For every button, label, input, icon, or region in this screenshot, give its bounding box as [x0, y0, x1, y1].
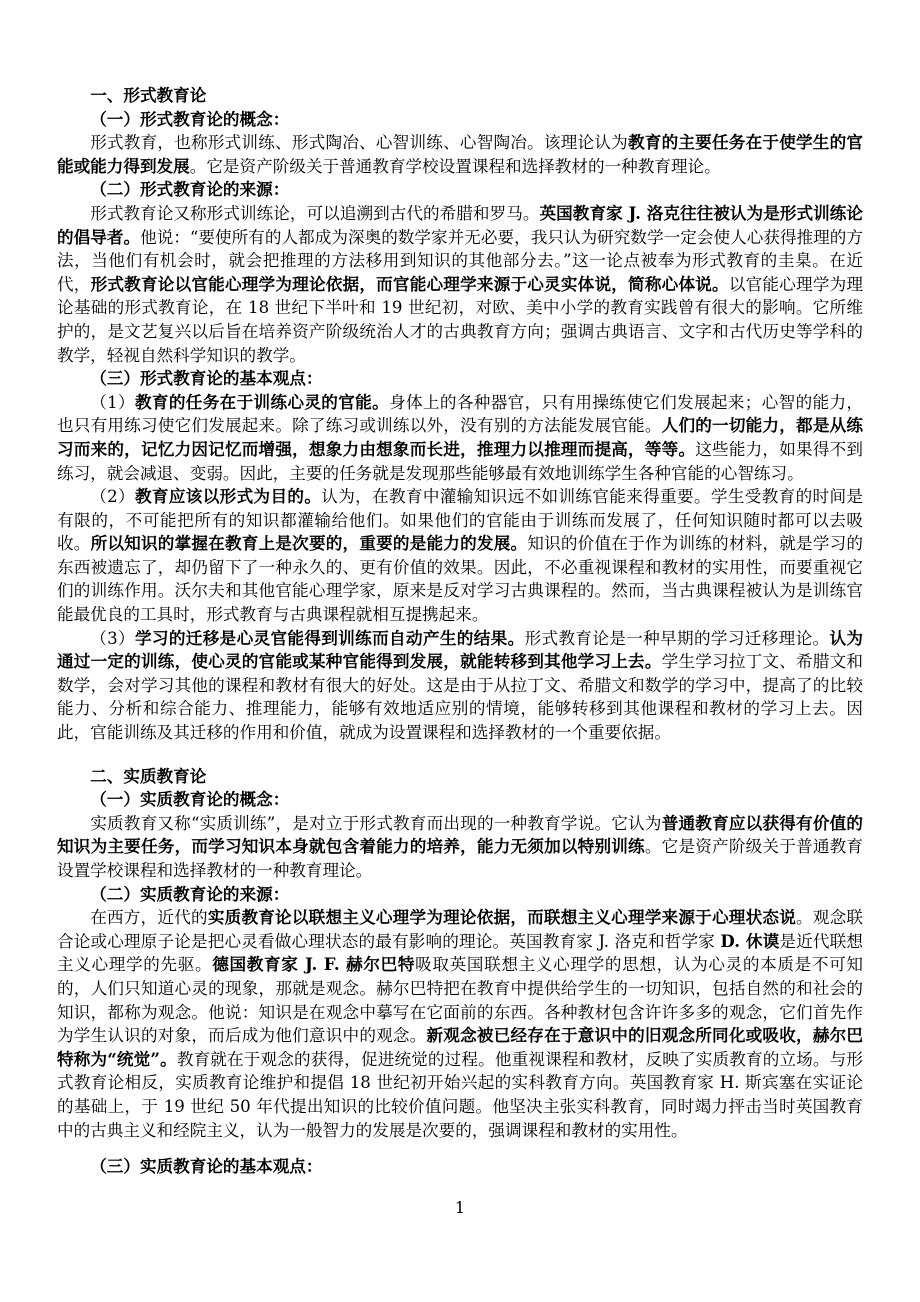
bold-text-run: 德国教育家 J. F. 赫尔巴特 [212, 954, 416, 975]
text-run: 。它是资产阶级关于普通教育设置学校课程和选择教材的一种教育理论。 [57, 837, 864, 880]
bold-text-run: 教育的主要任务在于使学生的官能或能力得到发展 [57, 132, 864, 176]
page-number: 1 [454, 1198, 466, 1217]
bold-text-run: （三）形式教育论的基本观点： [90, 368, 323, 389]
text-run: 实质教育又称“实质训练”，是对立于形式教育而出现的一种教育学说。它认为 [90, 813, 662, 833]
text-run: 形式教育论又称形式训练论，可以追溯到古代的希腊和罗马。 [90, 203, 540, 223]
bold-text-run: 普通教育应以获得有价值的知识为主要任务，而学习知识本身就包含着能力的培养，能力无须加以特别训练 [57, 812, 864, 857]
text-run: 形式教育，也称形式训练、形式陶冶、心智训练、心智陶冶。该理论认为 [90, 133, 628, 153]
bold-text-run: 人们的一切能力，都是从练习而来的，记忆力因记忆而增强，想象力由想象而长进，推理力以推理而提高，等等。 [57, 415, 864, 459]
subsection-heading [57, 108, 863, 132]
body-paragraph [57, 906, 863, 1142]
subsection-heading [57, 367, 863, 391]
body-paragraph [57, 391, 863, 485]
text-run: 在西方，近代的 [90, 908, 208, 928]
text-run: 知识的价值在于作为训练的材料，就是学习的东西被遗忘了，却仍留下了一种永久的、更有价值的效果。因此，不必重视课程和教材的实用性，而要重视它们的训练作用。沃尔夫和其他官能心理学家，原来是反对学习古典课程的。然而，当古典课程被认为是训练官能最优良的工具时，形式教育与古典课程就相互提携起来。 [57, 534, 864, 625]
bold-text-run: （一）实质教育论的概念： [90, 789, 290, 810]
bold-text-run: （二）形式教育论的来源： [90, 179, 290, 200]
bold-text-run: 教育应该以形式为目的。 [134, 486, 322, 507]
text-run: 认为，在教育中灌输知识远不如训练官能来得重要。学生受教育的时间是有限的，不可能把所有的知识都灌输给他们。如果他们的官能由于训练而发展了，任何知识随时都可以去吸收。 [57, 487, 863, 554]
text-run: 。它是资产阶级关于普通教育学校设置课程和选择教材的一种教育理论。 [189, 156, 721, 176]
bold-text-run: （三）实质教育论的基本观点： [90, 1156, 323, 1177]
body-paragraph [57, 627, 863, 745]
bold-text-run: 所以知识的掌握在教育上是次要的，重要的是能力的发展。 [90, 533, 528, 554]
bold-text-run: （一）形式教育论的概念： [90, 108, 290, 129]
subsection-heading [57, 788, 863, 812]
bold-text-run: 实质教育论以联想主义心理学为理论依据，而联想主义心理学来源于心理状态说 [207, 907, 796, 928]
text-run: 形式教育论是一种早期的学习迁移理论。 [524, 628, 830, 648]
document-content [57, 84, 863, 1179]
body-paragraph [57, 485, 863, 627]
bold-text-run: 一、形式教育论 [90, 85, 207, 105]
subsection-heading [57, 178, 863, 202]
text-run: 他说：“要使所有的人都成为深奥的数学家并无必要，我只认为研究数学一定会使人心获得推理的方法，当他们有机会时，就会把推理的方法移用到知识的其他部分去。”这一论点被奉为形式教育的圭臬。在近代， [57, 227, 863, 294]
text-run: 学生学习拉丁文、希腊文和数学，会对学习其他的课程和教材有很大的好处。这是由于从拉丁文、希腊文和数学的学习中，提高了的比较能力、分析和综合能力、推理能力，能够有效地适应别的情境，能够转移到其他课程和教材的学习上去。因此，官能训练及其迁移的作用和价值，就成为设置课程和选择教材的一个重要依据。 [57, 652, 864, 743]
bold-text-run: 学习的迁移是心灵官能得到训练而自动产生的结果。 [134, 627, 525, 648]
subsection-heading [57, 883, 863, 907]
bold-text-run: 教育的任务在于训练心灵的官能。 [134, 391, 390, 412]
text-run: 是近代联想主义心理学的先驱。 [57, 931, 863, 975]
bold-text-run: 英国教育家 J. 洛克往往被认为是形式训练论的倡导者。 [57, 202, 863, 247]
text-run: 以官能心理学为理论基础的形式教育论，在 18 世纪下半叶和 19 世纪初，对欧、美中小学的教育实践曾有很大的影响。它所维护的，是文艺复兴以后旨在培养资产阶级统治人才的古典教育方向；强调古典语言、文字和古代历史等学科的教学，轻视自然科学知识的教学。 [57, 274, 864, 365]
text-run: （2） [90, 487, 135, 507]
text-run: 。观念联合论或心理原子论是把心灵看做心理状态的最有影响的理论。英国教育家 J. 洛克和哲学家 [57, 908, 864, 951]
text-run: （1） [90, 392, 135, 412]
bold-text-run: 新观念被已经存在于意识中的旧观念所同化或吸收，赫尔巴特称为“统觉”。 [57, 1025, 864, 1069]
subsection-heading [57, 1155, 863, 1179]
bold-text-run: 二、实质教育论 [90, 765, 207, 786]
bold-text-run: 形式教育论以官能心理学为理论依据，而官能心理学来源于心灵实体说，简称心体说。 [90, 273, 729, 294]
section-heading [57, 84, 863, 108]
section-heading [57, 765, 863, 789]
text-run: （3） [90, 628, 135, 648]
text-run: 吸取英国联想主义心理学的思想，认为心灵的本质是不可知的，人们只知道心灵的现象，那就是观念。赫尔巴特把在教育中提供给学生的一切知识，包括自然的和社会的知识，都称为观念。他说：知识是在观念中摹写在它面前的东西。各种教材包含许许多多的观念，它们首先作为学生认识的对象，而后成为他们意识中的观念。 [57, 955, 864, 1046]
bold-text-run: D. 休谟 [720, 930, 780, 951]
bold-text-run: （二）实质教育论的来源： [90, 883, 290, 904]
body-paragraph [57, 131, 863, 178]
body-paragraph [57, 812, 863, 883]
text-run: 教育就在于观念的获得，促进统觉的过程。他重视课程和教材，反映了实质教育的立场。与形式教育论相反，实质教育论维护和提倡 18 世纪初开始兴起的实科教育方向。英国教育家 H. 斯宾塞在实证论的基础上，于 19 世纪 50 年代提出知识的比较价值问题。他坚决主张实科教育，同时竭力抨击当时英国教育中的古典主义和经院主义，认为一般智力的发展是次要的，强调课程和教材的实用性。 [57, 1049, 864, 1140]
text-run: 身体上的各种器官，只有用操练使它们发展起来；心智的能力，也只有用练习使它们发展起来。除了练习或训练以外，没有别的方法能发展官能。 [57, 392, 864, 436]
bold-text-run: 认为通过一定的训练，使心灵的官能或某种官能得到发展，就能转移到其他学习上去。 [57, 627, 864, 672]
page-footer [0, 1198, 920, 1217]
text-run: 这些能力，如果得不到练习，就会减退、变弱。因此，主要的任务就是发现那些能够最有效地训练学生各种官能的心智练习。 [57, 439, 864, 483]
body-paragraph [57, 202, 863, 367]
